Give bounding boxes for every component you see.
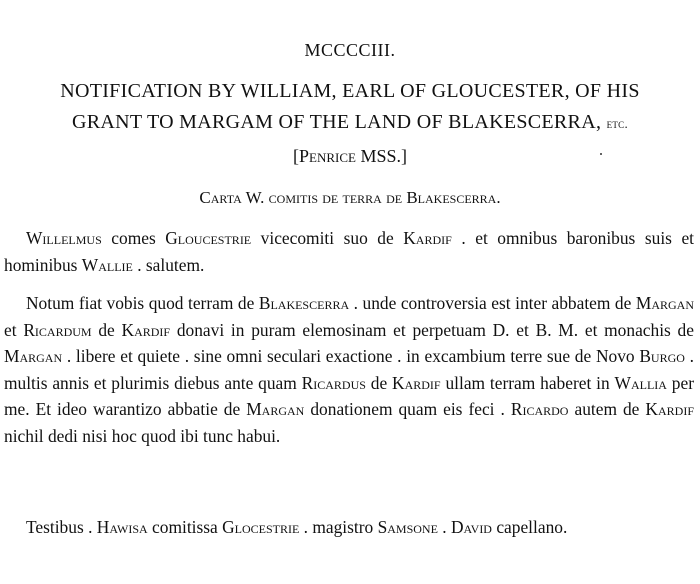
stray-dot-mark	[600, 153, 602, 155]
source-reference	[0, 146, 700, 167]
source-rest: MSS.]	[355, 146, 407, 166]
name-hawisa: Hawisa	[96, 517, 148, 537]
paragraph-grant	[4, 290, 694, 449]
place-margan: Margan	[4, 346, 63, 366]
name-david: David	[450, 517, 492, 537]
name-willelmus: Willelmus	[26, 228, 102, 248]
text-fragment: vicecomiti suo de	[251, 228, 404, 248]
title-line-2: GRANT TO MARGAM OF THE LAND OF BLAKESCERRA,	[71, 111, 602, 133]
source-open-bracket: [	[293, 146, 299, 166]
text-fragment: Testibus .	[26, 517, 97, 537]
text-fragment: comitissa	[147, 517, 223, 537]
charter-number: MCCCCIII.	[304, 40, 396, 60]
name-ricardum: Ricardum	[23, 319, 92, 340]
place-blakescerra: Blakescerra	[258, 293, 350, 313]
place-margan: Margan	[635, 293, 694, 313]
place-burgo: Burgo	[639, 346, 685, 366]
text-fragment: . multis annis et plurimis diebus ante quam	[4, 346, 694, 393]
place-gloucestrie: Gloucestrie	[165, 228, 252, 248]
text-fragment: .	[437, 517, 451, 537]
place-kardif: Kardif	[645, 399, 694, 419]
place-kardif: Kardif	[403, 228, 452, 248]
place-wallia: Wallia	[614, 372, 667, 393]
name-ricardo: Ricardo	[510, 399, 569, 419]
document-title	[0, 76, 700, 139]
text-fragment: de	[91, 319, 122, 340]
text-fragment: . salutem.	[132, 254, 205, 275]
place-glocestrie: Glocestrie	[222, 517, 300, 537]
text-fragment: autem de	[568, 399, 646, 419]
title-line-1: NOTIFICATION BY WILLIAM, EARL OF GLOUCESTER, OF HIS	[60, 80, 640, 102]
text-fragment: de	[365, 372, 393, 393]
text-fragment: Notum fiat vobis quod terram de	[26, 293, 259, 313]
text-fragment: ullam terram haberet in	[440, 372, 615, 393]
name-ricardus: Ricardus	[301, 372, 366, 393]
text-fragment: donationem quam eis feci .	[304, 399, 511, 419]
paragraph-witnesses	[4, 514, 694, 541]
title-etc: etc.	[606, 116, 629, 131]
paragraph-salutation	[4, 225, 694, 278]
place-wallie: Wallie	[81, 254, 133, 275]
source-label: Penrice	[299, 146, 356, 166]
place-kardif: Kardif	[121, 319, 171, 340]
place-margan: Margan	[246, 399, 305, 419]
text-fragment: et	[4, 319, 24, 340]
text-fragment: . et omnibus baronibus suis et hominibus	[4, 228, 694, 275]
text-fragment: donavi in puram elemosinam et perpetuam D. et B. M. et monachis de	[170, 319, 694, 340]
text-fragment: . unde controversia est inter abbatem de	[349, 293, 636, 313]
text-fragment: nichil dedi nisi hoc quod ibi tunc habui.	[4, 425, 281, 446]
place-kardif: Kardif	[392, 372, 441, 393]
text-fragment: comes	[101, 228, 166, 248]
text-fragment: capellano.	[491, 517, 568, 537]
text-fragment: . libere et quiete . sine omni seculari exactione . in excambium terre sue de Novo	[62, 346, 640, 366]
name-samsone: Samsone	[377, 517, 438, 537]
text-fragment: . magistro	[299, 517, 378, 537]
carta-heading: Carta W. comitis de terra de Blakescerra.	[199, 188, 501, 207]
text-fragment: per me. Et ideo warantizo abbatie de	[4, 372, 694, 419]
